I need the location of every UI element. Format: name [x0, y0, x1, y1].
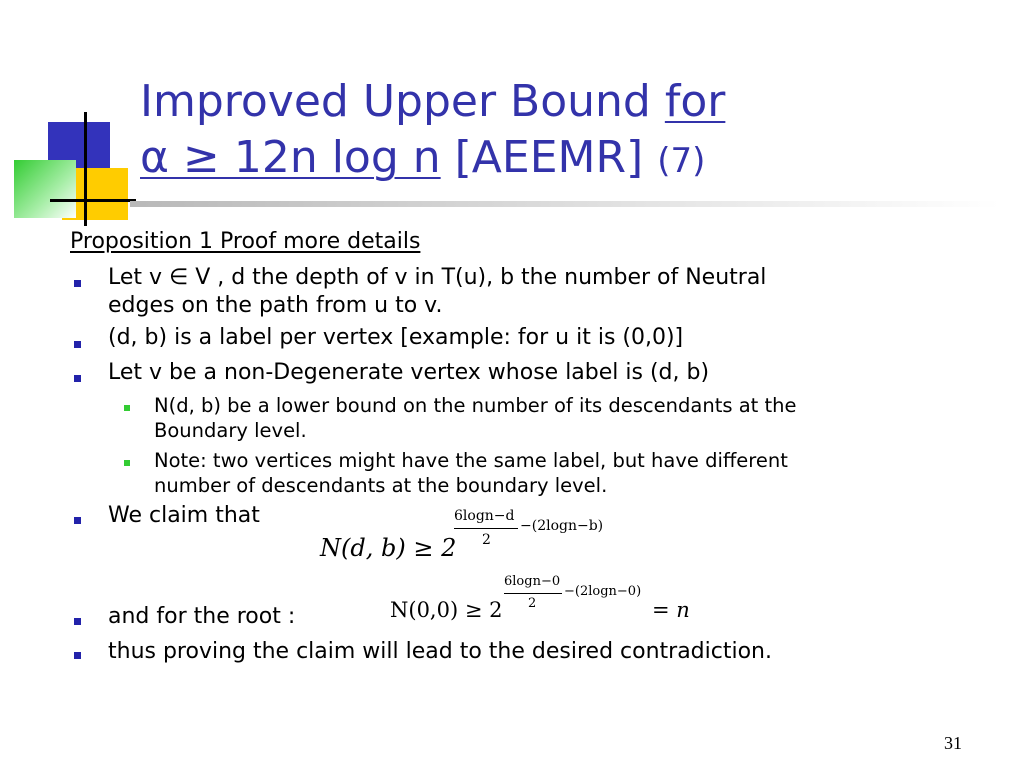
sub-bullet-text: Boundary level. — [154, 419, 307, 442]
formula-exp-denominator: 2 — [528, 596, 537, 611]
bullet-text: We claim that — [108, 503, 260, 528]
formula-exp-rest: −(2logn−b) — [520, 518, 604, 534]
sub-bullet-marker — [124, 460, 130, 466]
title-part-number: (7) — [657, 141, 706, 181]
bullet-marker — [74, 618, 81, 625]
formula-exp-denominator: 2 — [482, 532, 491, 548]
title-divider — [130, 201, 1000, 207]
bullet-item — [108, 359, 928, 387]
bullet-marker — [74, 652, 81, 659]
corner-decoration — [0, 0, 140, 230]
slide-title — [140, 74, 1000, 189]
bullet-text: Let v ∈ V , d the depth of v in T(u), b the number of Neutral — [108, 265, 767, 290]
title-text: Improved Upper Bound — [140, 76, 665, 127]
title-line-1 — [140, 74, 1000, 130]
deco-vertical-line — [84, 112, 87, 226]
deco-horizontal-line — [50, 199, 136, 202]
sub-bullet-item — [154, 448, 934, 498]
formula-exp-numerator: 6logn−0 — [504, 574, 561, 589]
page-number: 31 — [944, 733, 962, 753]
sub-bullet-text: N(d, b) be a lower bound on the number of its descendants at the — [154, 394, 797, 417]
section-heading: Proposition 1 Proof more details — [70, 229, 421, 254]
title-reference: [AEEMR] — [440, 132, 658, 183]
formula-lhs: N(d, b) ≥ 2 — [320, 534, 457, 562]
bullet-item — [108, 264, 928, 320]
formula-claim — [320, 508, 620, 568]
deco-green-square — [14, 160, 76, 218]
sub-bullet-marker — [124, 405, 130, 411]
bullet-text: (d, b) is a label per vertex [example: for u it is (0,0)] — [108, 325, 684, 350]
title-line-2 — [140, 130, 1000, 189]
formula-exp-numerator: 6logn−d — [454, 508, 515, 524]
bullet-text: Let v be a non-Degenerate vertex whose label is (d, b) — [108, 360, 710, 385]
formula-root — [390, 574, 710, 634]
formula-rhs: = n — [652, 598, 690, 622]
bullet-text: edges on the path from u to v. — [108, 293, 443, 318]
title-link-alpha[interactable]: α ≥ 12n log n — [140, 132, 441, 183]
formula-exp-fraction-bar — [454, 528, 518, 529]
bullet-marker — [74, 517, 81, 524]
formula-exp-rest: −(2logn−0) — [564, 584, 642, 599]
bullet-item — [108, 324, 928, 352]
bullet-marker — [74, 280, 81, 287]
title-link-for[interactable]: for — [664, 76, 726, 127]
bullet-item — [108, 638, 928, 666]
bullet-marker — [74, 341, 81, 348]
bullet-marker — [74, 375, 81, 382]
bullet-text: and for the root : — [108, 604, 296, 629]
formula-lhs: N(0,0) ≥ 2 — [390, 598, 503, 622]
bullet-text: thus proving the claim will lead to the desired contradiction. — [108, 639, 772, 664]
sub-bullet-text: Note: two vertices might have the same label, but have different — [154, 449, 788, 472]
sub-bullet-text: number of descendants at the boundary level. — [154, 474, 608, 497]
formula-exp-fraction-bar — [504, 593, 562, 594]
sub-bullet-item — [154, 393, 934, 443]
